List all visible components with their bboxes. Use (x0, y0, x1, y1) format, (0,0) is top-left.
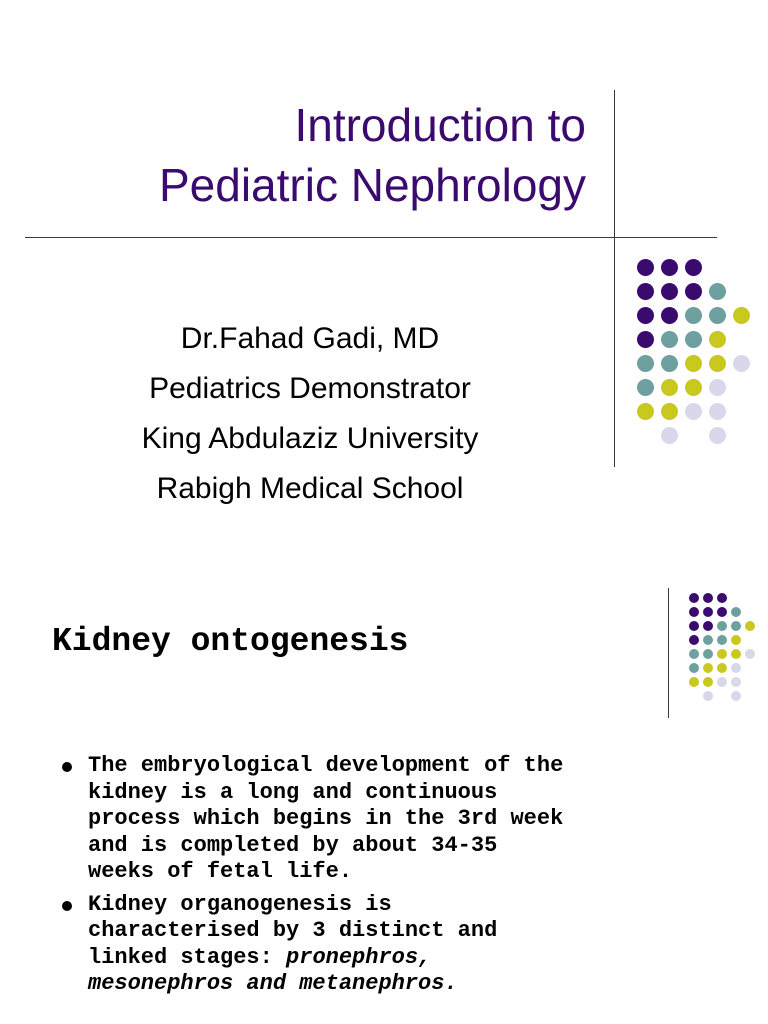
vertical-divider-small (668, 588, 669, 718)
content-slide (0, 575, 768, 1024)
decorative-dot (717, 649, 727, 659)
decorative-dot (661, 259, 678, 276)
decorative-dot (637, 355, 654, 372)
bullet-line: The embryological development of the (88, 753, 564, 778)
decorative-dot (685, 403, 702, 420)
decorative-dot (689, 663, 699, 673)
decorative-dot (731, 691, 741, 701)
decorative-dot (733, 307, 750, 324)
decorative-dot (703, 607, 713, 617)
decorative-dot (685, 355, 702, 372)
vertical-divider (614, 90, 615, 467)
slide-title-line-1: Introduction to (294, 99, 586, 151)
decorative-dot (637, 307, 654, 324)
decorative-dot (661, 427, 678, 444)
decorative-dot (709, 331, 726, 348)
author-block (60, 314, 560, 514)
decorative-dot (745, 649, 755, 659)
decorative-dot (717, 621, 727, 631)
decorative-dot (731, 635, 741, 645)
decorative-dot (703, 621, 713, 631)
decorative-dot (689, 649, 699, 659)
decorative-dot (717, 593, 727, 603)
bullet-text: linked stages: (88, 944, 287, 970)
slide-title-line-2: Pediatric Nephrology (158, 159, 586, 211)
decorative-dot (685, 307, 702, 324)
decorative-dot (703, 663, 713, 673)
bullet-icon (62, 901, 72, 911)
bullet-line: characterised by 3 distinct and (88, 918, 498, 943)
bullet-line: Kidney organogenesis is (88, 891, 392, 917)
decorative-dot (685, 331, 702, 348)
author-university: King Abdulaziz University (141, 422, 479, 455)
emphasis-text: pronephros, (286, 944, 432, 970)
decorative-dot (703, 677, 713, 687)
bullet-line: and is completed by about 34-35 (88, 832, 498, 858)
bullet-item (58, 892, 738, 998)
decorative-dot (689, 635, 699, 645)
decorative-dot (685, 259, 702, 276)
decorative-dot (661, 355, 678, 372)
decorative-dot (731, 677, 741, 687)
slide-heading: Kidney ontogenesis (52, 623, 409, 660)
decorative-dot (637, 379, 654, 396)
decorative-dot (709, 355, 726, 372)
decorative-dot (685, 283, 702, 300)
bullet-line: weeks of fetal life. (88, 859, 353, 884)
decorative-dot (637, 283, 654, 300)
decorative-dot (717, 663, 727, 673)
slide-title (26, 95, 586, 215)
horizontal-divider (25, 237, 717, 238)
decorative-dot (709, 379, 726, 396)
decorative-dot (731, 607, 741, 617)
decorative-dot (709, 307, 726, 324)
decorative-dot (689, 607, 699, 617)
bullet-line: kidney is a long and continuous (88, 779, 498, 805)
bullet-line: process which begins in the 3rd week (88, 806, 564, 831)
decorative-dot (733, 355, 750, 372)
author-name: Dr.Fahad Gadi, MD (180, 322, 440, 355)
decorative-dot (703, 635, 713, 645)
decorative-dot (689, 593, 699, 603)
decorative-dot (689, 677, 699, 687)
decorative-dot (637, 259, 654, 276)
bullet-item (58, 753, 738, 886)
decorative-dot (661, 283, 678, 300)
bullet-line (88, 945, 738, 972)
decorative-dot (709, 283, 726, 300)
decorative-dot (703, 691, 713, 701)
bullet-icon (62, 762, 72, 772)
decorative-dot (685, 379, 702, 396)
decorative-dot (745, 621, 755, 631)
emphasis-text: mesonephros and metanephros. (88, 971, 458, 996)
decorative-dot (703, 649, 713, 659)
decorative-dot (731, 649, 741, 659)
bullet-list (58, 753, 738, 1004)
decorative-dot (689, 621, 699, 631)
decorative-dot (717, 607, 727, 617)
decorative-dot (661, 403, 678, 420)
decorative-dot (717, 677, 727, 687)
decorative-dot (637, 403, 654, 420)
decorative-dot (731, 663, 741, 673)
decorative-dot (661, 307, 678, 324)
decorative-dot (703, 593, 713, 603)
decorative-dot (661, 379, 678, 396)
author-role: Pediatrics Demonstrator (149, 372, 471, 405)
decorative-dot (637, 331, 654, 348)
decorative-dot (717, 635, 727, 645)
decorative-dot (709, 427, 726, 444)
author-school: Rabigh Medical School (156, 472, 464, 505)
decorative-dot (661, 331, 678, 348)
decorative-dot (731, 621, 741, 631)
decorative-dot (709, 403, 726, 420)
